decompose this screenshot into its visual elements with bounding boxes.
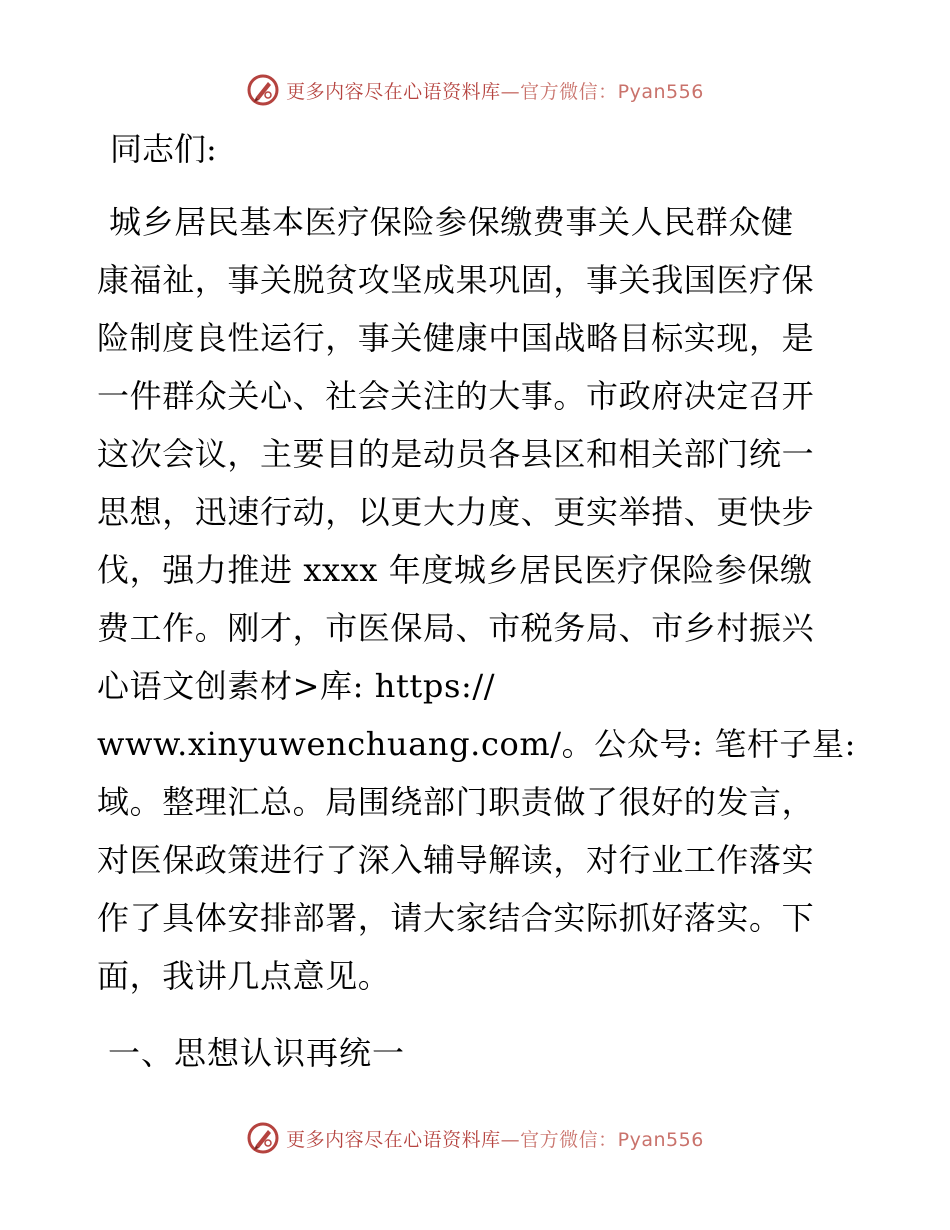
paragraph-line: 城乡居民基本医疗保险参保缴费事关人民群众健 — [109, 203, 794, 241]
paragraph-line: 险制度良性运行，事关健康中国战略目标实现，是 — [97, 319, 815, 357]
paragraph-line: 一件群众关心、社会关注的大事。市政府决定召开 — [97, 377, 815, 415]
greeting: 同志们: — [110, 130, 217, 168]
section-heading: 一、思想认识再统一 — [108, 1034, 406, 1072]
banner-wechat-text: 官方微信：Pyan556 — [520, 1128, 704, 1151]
banner-separator: — — [500, 1128, 521, 1151]
paragraph-line: www.xinyuwenchuang.com/。公众号: 笔杆子星: — [97, 725, 856, 763]
paragraph-line: 对医保政策进行了深入辅导解读，对行业工作落实 — [97, 841, 815, 879]
body-paragraph — [97, 193, 857, 1005]
banner-wechat-text: 官方微信：Pyan556 — [520, 80, 704, 103]
pen-seal-logo-icon — [246, 73, 280, 107]
paragraph-line: 费工作。刚才，市医保局、市税务局、市乡村振兴 — [97, 609, 815, 647]
paragraph-line: 这次会议，主要目的是动员各县区和相关部门统一 — [97, 435, 815, 473]
paragraph-line: 域。整理汇总。局围绕部门职责做了很好的发言， — [97, 783, 815, 821]
banner-main-text: 更多内容尽在心语资料库 — [286, 80, 501, 103]
header-watermark-text — [286, 77, 704, 104]
header-watermark-banner — [0, 70, 950, 110]
paragraph-line: 伐，强力推进 xxxx 年度城乡居民医疗保险参保缴 — [97, 551, 813, 589]
paragraph-line: 作了具体安排部署，请大家结合实际抓好落实。下 — [97, 899, 815, 937]
pen-seal-logo-icon — [246, 1121, 280, 1155]
banner-separator: — — [500, 80, 521, 103]
footer-watermark-text — [286, 1125, 704, 1152]
paragraph-line: 面，我讲几点意见。 — [97, 957, 391, 995]
banner-main-text: 更多内容尽在心语资料库 — [286, 1128, 501, 1151]
footer-watermark-banner — [0, 1118, 950, 1158]
paragraph-line: 思想，迅速行动，以更大力度、更实举措、更快步 — [97, 493, 815, 531]
paragraph-line: 心语文创素材>库: https:// — [97, 667, 496, 705]
paragraph-line: 康福祉，事关脱贫攻坚成果巩固，事关我国医疗保 — [97, 261, 815, 299]
